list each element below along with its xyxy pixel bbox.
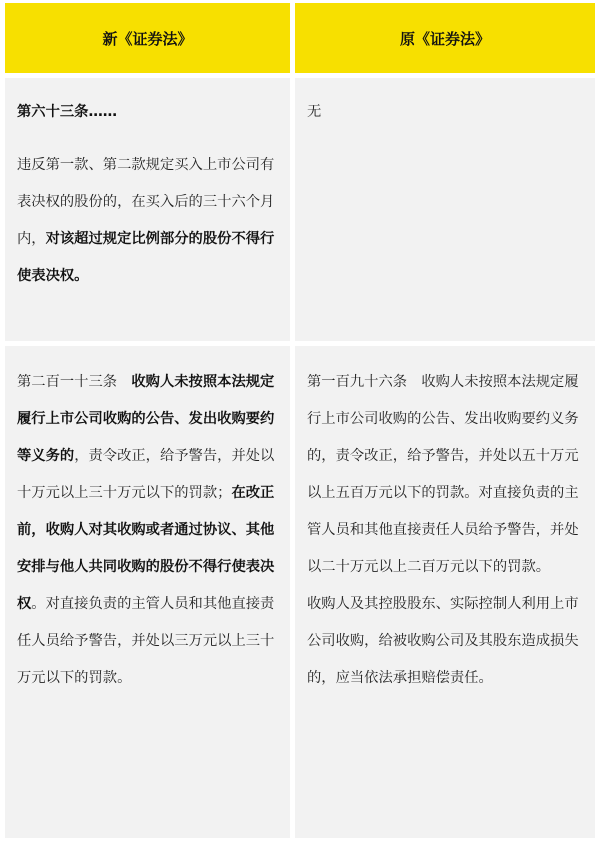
row2-old-para2: 收购人及其控股股东、实际控制人利用上市公司收购，给被收购公司及其股东造成损失的，应当依法承担赔偿责任。 (307, 596, 579, 686)
header-new-label: 新《证券法》 (102, 29, 193, 48)
row1-new-title: 第六十三条…… (17, 104, 118, 120)
row1-new-text: 违反第一款、第二款规定买入上市公司有表决权的股份的，在买入后的三十六个月内，对该超过规定比例部分的股份不得行使表决权。 (17, 157, 275, 284)
row1-old-text: 无 (307, 104, 322, 120)
header-old-label: 原《证券法》 (399, 29, 490, 48)
header-new-law (5, 3, 290, 73)
header-old-law (295, 3, 595, 73)
row1-new-cell (5, 78, 290, 341)
row2-old-para1: 第一百九十六条 收购人未按照本法规定履行上市公司收购的公告、发出收购要约义务的，责令改正，给予警告，并处以五十万元以上五百万元以下的罚款。对直接负责的主管人员和其他直接责任人员给予警告，并处以二十万元以上二百万元以下的罚款。 (307, 374, 579, 575)
row2-old-cell (295, 346, 595, 838)
row2-new-text: 第二百一十三条 收购人未按照本法规定履行上市公司收购的公告、发出收购要约等义务的，责令改正，给予警告，并处以十万元以上三十万元以下的罚款；在改正前，收购人对其收购或者通过协议、其他安排与他人共同收购的股份不得行使表决权。对直接负责的主管人员和其他直接责任人员给予警告，并处以三万元以上三十万元以下的罚款。 (17, 374, 275, 686)
row2-new-cell (5, 346, 290, 838)
row1-old-cell (295, 78, 595, 341)
